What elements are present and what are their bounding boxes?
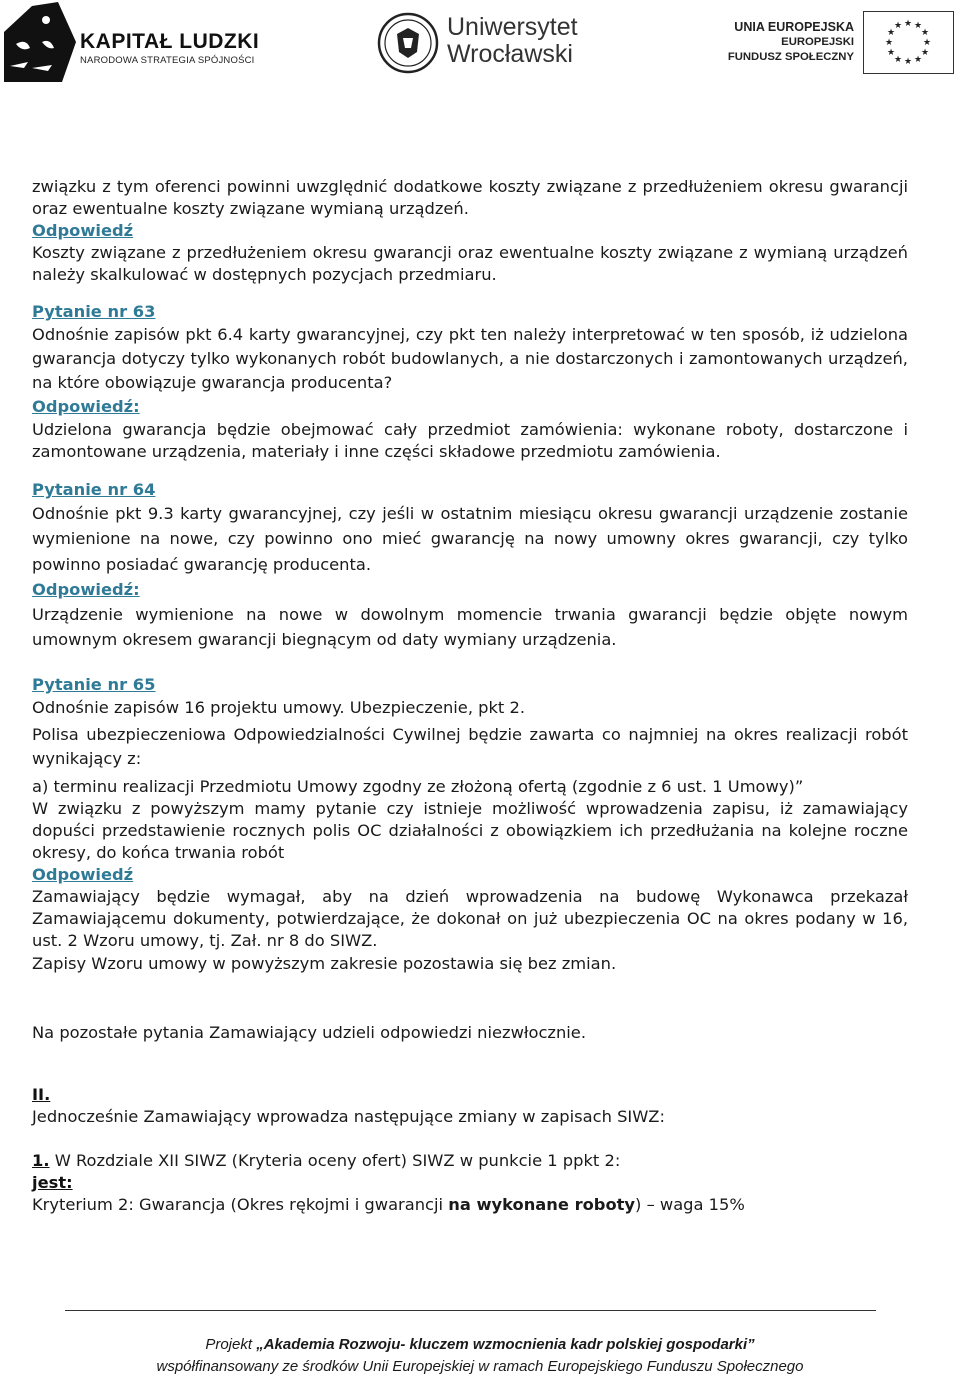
eu-stars-icon [864, 12, 953, 73]
criterion-pre: Kryterium 2: Gwarancja (Okres rękojmi i gwarancji [32, 1194, 449, 1214]
svg-text:★: ★ [893, 21, 903, 31]
svg-text:★: ★ [920, 28, 930, 38]
eu-line2: EUROPEJSKI [781, 36, 854, 48]
kapital-ludzki-text [80, 30, 259, 66]
answer-64-text: Urządzenie wymienione na nowe w dowolnym momencie trwania gwarancji będzie objęte nowym umownym okresem gwarancji biegnącym od daty wymiany urządzenia. [32, 605, 908, 650]
svg-text:★: ★ [922, 38, 932, 48]
answer-label: Odpowiedź [32, 221, 134, 240]
page-header [0, 0, 960, 90]
question-65-text: W związku z powyższym mamy pytanie czy istnieje możliwość wprowadzenia zapisu, iż zamawiający dopuści przedstawienie rocznych polis OC działalności z obowiązkiem ich przedłużania na kolejne roczne okresy, do końca trwania robót [32, 798, 908, 862]
document-body [32, 176, 908, 1216]
svg-text:★: ★ [893, 55, 903, 65]
kapital-ludzki-logo-icon [2, 2, 76, 84]
svg-text:★: ★ [913, 55, 923, 65]
question-64-text: Odnośnie pkt 9.3 karty gwarancyjnej, czy jeśli w ostatnim miesiącu okresu gwarancji urządzenie zostanie wymienione na nowe, czy powinno ono mieć gwarancję na nowy umowny okres gwarancji, czy tylko powinno posiadać gwarancję producenta. [32, 504, 908, 574]
section-ii-intro: Jednocześnie Zamawiający wprowadza następujące zmiany w zapisach SIWZ: [32, 1106, 665, 1126]
answer-65-text: Zamawiający będzie wymagał, aby na dzień wprowadzenia na budowę Wykonawca przekazał Zamawiającemu dokumenty, potwierdzające, że dokonał on już ubezpieczenia OC na okres podany w 16, ust. 2 Wzoru umowy, tj. Zał. nr 8 do SIWZ. [32, 886, 908, 950]
svg-text:★: ★ [903, 19, 913, 29]
university-line1: Uniwersytet [447, 13, 578, 41]
page-footer [0, 1334, 960, 1378]
jest-label: jest: [32, 1172, 73, 1192]
criterion-bold: na wykonane roboty [448, 1194, 636, 1214]
svg-text:★: ★ [913, 21, 923, 31]
eu-line1: UNIA EUROPEJSKA [734, 20, 854, 34]
question-65-quote: Polisa ubezpieczeniowa Odpowiedzialności Cywilnej będzie zawarta co najmniej na okres realizacji robót wynikający z: [32, 724, 908, 768]
footer-line1 [0, 1334, 960, 1356]
svg-text:★: ★ [886, 28, 896, 38]
question-64-heading: Pytanie nr 64 [32, 480, 156, 499]
section-ii-item1 [32, 1150, 908, 1172]
question-63-heading: Pytanie nr 63 [32, 302, 156, 321]
footer-line2: współfinansowany ze środków Unii Europejskiej w ramach Europejskiego Funduszu Społecznego [156, 1358, 804, 1375]
answer-63-text: Udzielona gwarancja będzie obejmować cały przedmiot zamówienia: wykonane roboty, dostarczone i zamontowane urządzenia, materiały i inne części składowe przedmiotu zamówienia. [32, 420, 908, 461]
question-63-text: Odnośnie zapisów pkt 6.4 karty gwarancyjnej, czy pkt ten należy interpretować w ten sposób, iż udzielona gwarancja dotyczy tylko wykonanych robót budowlanych, a nie dostarczonych i zamontowanych urządzeń, na które obowiązuje gwarancja producenta? [32, 325, 908, 392]
footer-divider [65, 1310, 876, 1311]
question-65-point-a: a) terminu realizacji Przedmiotu Umowy zgodny ze złożoną ofertą (zgodnie z 6 ust. 1 Umowy)” [32, 776, 804, 796]
svg-text:★: ★ [886, 48, 896, 58]
eu-line3: FUNDUSZ SPOŁECZNY [727, 51, 854, 63]
answer-65-text2: Zapisy Wzoru umowy w powyższym zakresie pozostawia się bez zmian. [32, 953, 617, 973]
closing-text: Na pozostałe pytania Zamawiający udzieli odpowiedzi niezwłocznie. [32, 1022, 586, 1042]
answer-63-label: Odpowiedź: [32, 397, 140, 416]
section-ii-label: II. [32, 1084, 51, 1104]
university-line2: Wrocławski [447, 40, 573, 68]
kl-subtitle: NARODOWA STRATEGIA SPÓJNOŚCI [80, 55, 255, 66]
kl-title: KAPITAŁ LUDZKI [80, 30, 260, 53]
question-65-line1 [32, 696, 908, 720]
eu-flag-icon [863, 11, 954, 74]
question-65-heading: Pytanie nr 65 [32, 674, 156, 694]
question-65-line1-text: Odnośnie zapisów 16 projektu umowy. Ubezpieczenie, pkt 2. [32, 697, 526, 717]
svg-text:★: ★ [903, 57, 913, 67]
intro-answer: Koszty związane z przedłużeniem okresu gwarancji oraz ewentualne koszty związane z wymianą urządzeń należy skalkulować w dostępnych pozycjach przedmiaru. [32, 243, 908, 284]
answer-65-label: Odpowiedź [32, 864, 134, 884]
svg-text:★: ★ [884, 38, 894, 48]
eu-text [724, 20, 854, 65]
item1-text: W Rozdziale XII SIWZ (Kryteria oceny ofert) SIWZ w punkcie 1 ppkt 2: [49, 1150, 621, 1170]
criterion-line [32, 1194, 908, 1216]
answer-64-label: Odpowiedź: [32, 579, 140, 599]
svg-text:★: ★ [920, 48, 930, 58]
university-name [447, 14, 578, 68]
criterion-post: ) – waga 15% [635, 1194, 745, 1214]
university-seal-icon [377, 12, 439, 74]
intro-text: związku z tym oferenci powinni uwzględnić dodatkowe koszty związane z przedłużeniem okresu gwarancji oraz ewentualne koszty związane wymianą urządzeń. [32, 177, 908, 218]
item1-number: 1. [32, 1150, 50, 1170]
footer-line1-pre: Projekt [205, 1336, 257, 1353]
footer-project-name: „Akademia Rozwoju- kluczem wzmocnienia kadr polskiej gospodarki” [256, 1336, 755, 1353]
